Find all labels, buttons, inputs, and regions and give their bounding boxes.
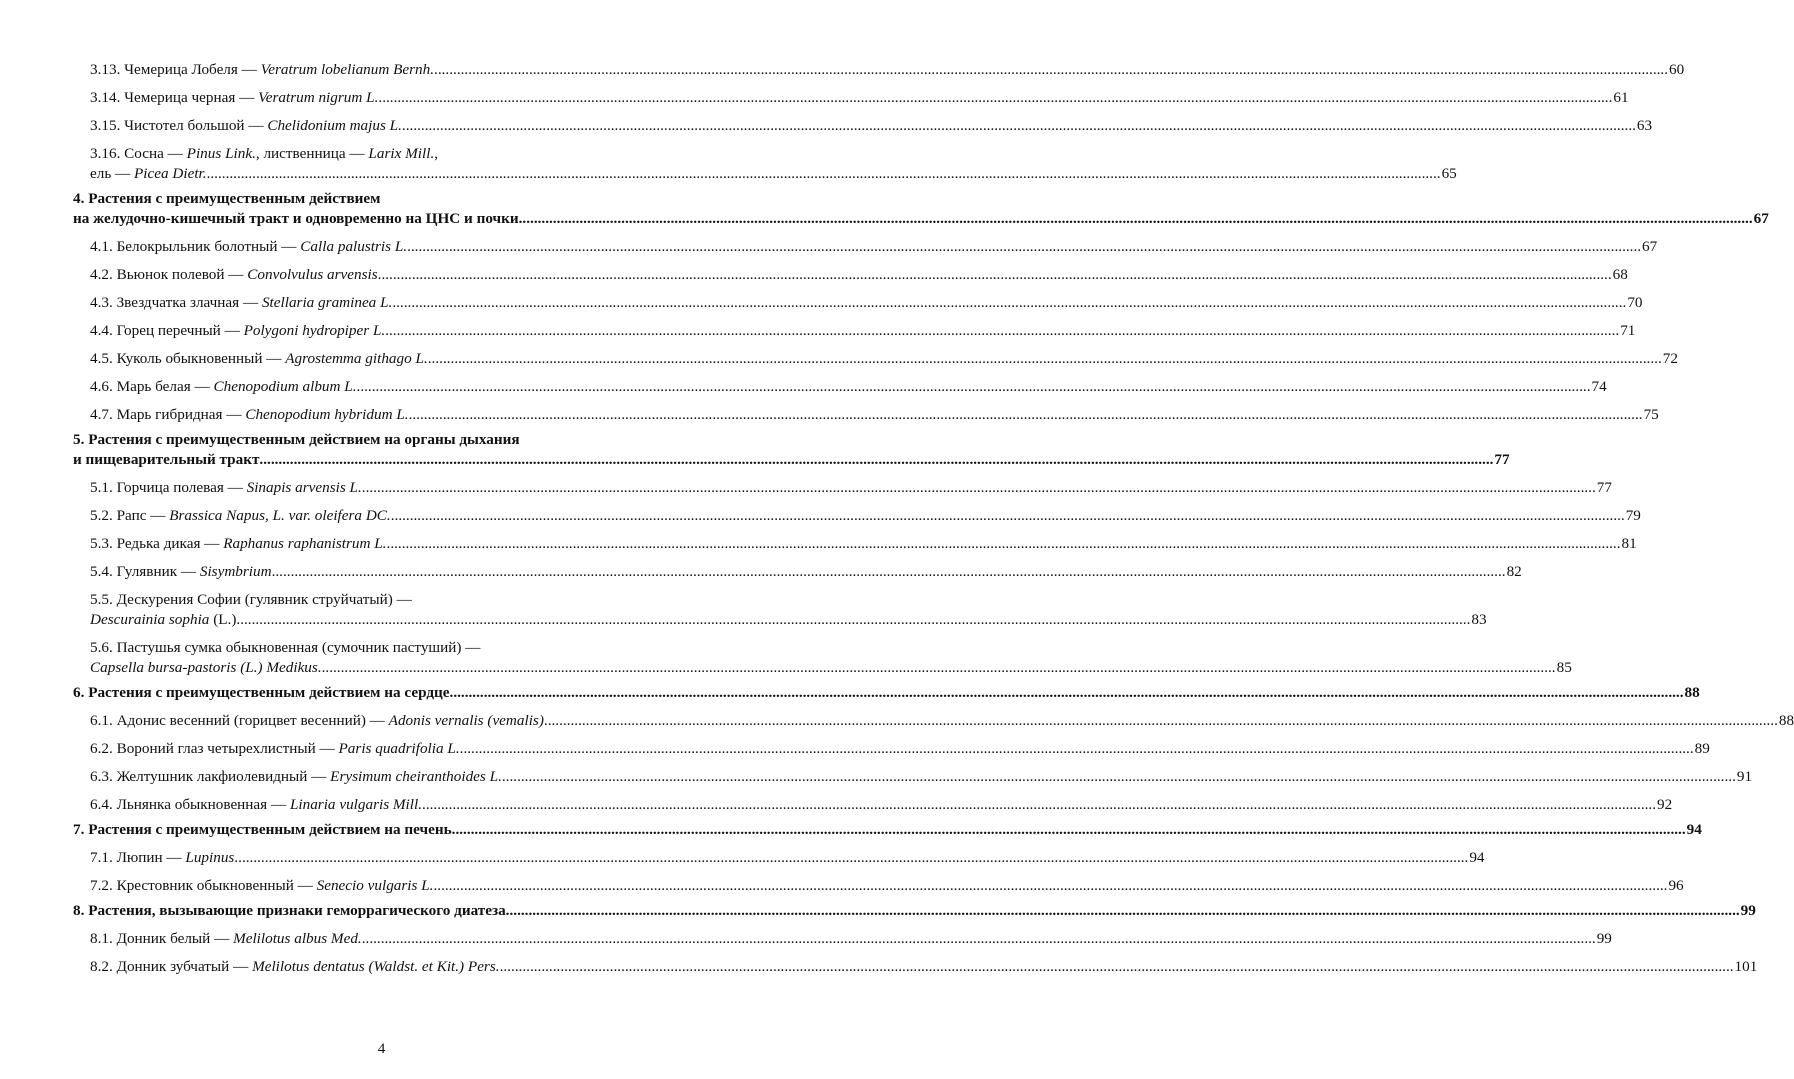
entry-latin-name: Adonis vernalis (vemalis) bbox=[388, 712, 544, 729]
toc-entry bbox=[73, 957, 1758, 977]
entry-latin-name: Chelidonium majus L. bbox=[267, 117, 402, 134]
entry-latin-name: Paris quadrifolia L. bbox=[338, 740, 460, 757]
entry-title: 4.1. Белокрыльник болотный — bbox=[90, 238, 301, 255]
entry-title: 4.4. Горец перечный — bbox=[90, 322, 244, 339]
dot-leader bbox=[272, 562, 1506, 582]
entry-title: 8.1. Донник белый — bbox=[90, 930, 234, 947]
toc-entry bbox=[73, 638, 1572, 678]
toc-entry bbox=[73, 739, 1710, 759]
dot-leader bbox=[385, 321, 1619, 341]
entry-latin-name: Polygoni hydropiper L. bbox=[243, 322, 386, 339]
toc-entry bbox=[73, 321, 1636, 341]
page-ref: 61 bbox=[1613, 89, 1629, 106]
entry-latin-name: Senecio vulgaris L. bbox=[316, 877, 434, 894]
entry-title: 3.15. Чистотел большой — bbox=[90, 117, 268, 134]
entry-title: и пищеварительный тракт bbox=[73, 451, 260, 468]
entry-latin-name: Sinapis arvensis L. bbox=[246, 479, 362, 496]
entry-title: 4.7. Марь гибридная — bbox=[90, 406, 246, 423]
entry-title: на желудочно-кишечный тракт и одновременно на ЦНС и почки bbox=[73, 210, 519, 227]
entry-latin-name: Stellaria graminea L. bbox=[261, 294, 393, 311]
dot-leader bbox=[407, 237, 1641, 257]
page-ref: 99 bbox=[1596, 930, 1612, 947]
entry-title: 6.1. Адонис весенний (горицвет весенний) — bbox=[90, 712, 389, 729]
entry-latin-name: Larix Mill. bbox=[368, 145, 435, 162]
entry-title: 6.4. Льнянка обыкновенная — bbox=[90, 796, 290, 813]
entry-latin-name: Veratrum nigrum L. bbox=[258, 89, 379, 106]
page-ref: 94 bbox=[1686, 821, 1702, 838]
page-ref: 63 bbox=[1636, 117, 1653, 134]
toc-entry bbox=[73, 116, 1653, 136]
page-ref: 99 bbox=[1740, 902, 1756, 919]
toc-entry bbox=[73, 795, 1673, 815]
dot-leader bbox=[452, 820, 1686, 840]
dot-leader bbox=[402, 116, 1636, 136]
toc-section-heading bbox=[73, 683, 1700, 703]
dot-leader bbox=[450, 683, 1684, 703]
dot-leader bbox=[236, 610, 1470, 630]
entry-latin-name: Capsella bursa-pastoris (L.) Medikus. bbox=[90, 659, 322, 676]
entry-title: , bbox=[434, 145, 439, 162]
dot-leader bbox=[207, 164, 1441, 184]
entry-latin-name: Melilotus albus Med. bbox=[233, 930, 362, 947]
dot-leader bbox=[362, 478, 1596, 498]
toc-entry bbox=[73, 506, 1641, 526]
page-ref: 67 bbox=[1642, 238, 1658, 255]
page-number: 4 bbox=[377, 1040, 386, 1057]
toc-entry bbox=[73, 88, 1629, 108]
toc-entry bbox=[73, 349, 1678, 369]
entry-latin-name: Calla palustris L. bbox=[300, 238, 408, 255]
page-ref: 89 bbox=[1694, 740, 1710, 757]
toc-entry bbox=[73, 767, 1753, 787]
dot-leader bbox=[378, 265, 1612, 285]
toc-entry bbox=[73, 237, 1658, 257]
entry-title: 8.2. Донник зубчатый — bbox=[90, 958, 253, 975]
dot-leader bbox=[502, 767, 1736, 787]
page-ref: 79 bbox=[1625, 507, 1641, 524]
entry-latin-name: Raphanus raphanistrum L. bbox=[223, 535, 387, 552]
page-ref: 68 bbox=[1612, 266, 1628, 283]
heading-title: 5. Растения с преимущественным действием на органы дыхания bbox=[73, 431, 520, 448]
dot-leader bbox=[362, 929, 1596, 949]
toc-entry bbox=[73, 60, 1685, 80]
dot-leader bbox=[506, 901, 1740, 921]
entry-title: 6.2. Вороний глаз четырехлистный — bbox=[90, 740, 339, 757]
page-ref: 82 bbox=[1506, 563, 1522, 580]
page-ref: 65 bbox=[1441, 165, 1457, 182]
page-ref: 75 bbox=[1643, 406, 1659, 423]
page-ref: 72 bbox=[1662, 350, 1678, 367]
page-ref: 67 bbox=[1753, 210, 1769, 227]
page-ref: 94 bbox=[1469, 849, 1485, 866]
toc-entry bbox=[73, 711, 1794, 731]
toc-entry bbox=[73, 562, 1522, 582]
entry-latin-name: Pinus Link. bbox=[186, 145, 256, 162]
dot-leader bbox=[387, 534, 1621, 554]
toc-entry bbox=[73, 876, 1684, 896]
table-of-contents bbox=[73, 52, 1794, 977]
entry-title: 3.16. Сосна — bbox=[90, 145, 187, 162]
page-ref: 77 bbox=[1596, 479, 1612, 496]
toc-section-heading bbox=[73, 430, 1510, 470]
entry-latin-name: Chenopodium hybridum L. bbox=[245, 406, 409, 423]
toc-entry bbox=[73, 534, 1637, 554]
dot-leader bbox=[378, 88, 1612, 108]
heading-title: 4. Растения с преимущественным действием bbox=[73, 190, 381, 207]
toc-entry bbox=[73, 377, 1607, 397]
entry-title: (L.) bbox=[209, 611, 237, 628]
page-ref: 74 bbox=[1591, 378, 1607, 395]
entry-title: , лиственница — bbox=[255, 145, 369, 162]
entry-latin-name: Chenopodium album L. bbox=[213, 378, 357, 395]
entry-latin-name: Linaria vulgaris Mill. bbox=[289, 796, 423, 813]
entry-title: 5.4. Гулявник — bbox=[90, 563, 200, 580]
page-ref: 71 bbox=[1620, 322, 1636, 339]
dot-leader bbox=[544, 711, 1778, 731]
entry-title: 4.2. Вьюнок полевой — bbox=[90, 266, 248, 283]
entry-title: 3.13. Чемерица Лобеля — bbox=[90, 61, 261, 78]
page-ref: 88 bbox=[1684, 684, 1700, 701]
page-ref: 60 bbox=[1669, 61, 1685, 78]
page-ref: 101 bbox=[1734, 958, 1758, 975]
page-ref: 85 bbox=[1556, 659, 1572, 676]
entry-title: 7. Растения с преимущественным действием на печень bbox=[73, 821, 452, 838]
page-ref: 92 bbox=[1657, 796, 1673, 813]
entry-latin-name: Brassica Napus, L. var. oleifera DC. bbox=[169, 507, 391, 524]
dot-leader bbox=[322, 658, 1556, 678]
entry-title: 4.6. Марь белая — bbox=[90, 378, 214, 395]
dot-leader bbox=[422, 795, 1656, 815]
dot-leader bbox=[433, 876, 1667, 896]
toc-entry bbox=[73, 478, 1612, 498]
entry-title: 5.1. Горчица полевая — bbox=[90, 479, 247, 496]
dot-leader bbox=[409, 405, 1643, 425]
entry-title: 7.2. Крестовник обыкновенный — bbox=[90, 877, 317, 894]
page-ref: 77 bbox=[1494, 451, 1510, 468]
dot-leader bbox=[391, 506, 1625, 526]
toc-entry bbox=[73, 293, 1643, 313]
entry-latin-name: Veratrum lobelianum Bernh. bbox=[260, 61, 435, 78]
entry-title: 4.5. Куколь обыкновенный — bbox=[90, 350, 286, 367]
toc-section-heading bbox=[73, 901, 1756, 921]
entry-latin-name: Sisymbrium bbox=[199, 563, 272, 580]
entry-title: 3.14. Чемерица черная — bbox=[90, 89, 259, 106]
entry-latin-name: Lupinus bbox=[185, 849, 235, 866]
entry-title: 7.1. Люпин — bbox=[90, 849, 186, 866]
page-ref: 96 bbox=[1668, 877, 1684, 894]
entry-title: 4.3. Звездчатка злачная — bbox=[90, 294, 262, 311]
entry-title: 5.3. Редька дикая — bbox=[90, 535, 224, 552]
entry-latin-name: Melilotus dentatus (Waldst. et Kit.) Pers. bbox=[252, 958, 500, 975]
toc-entry bbox=[73, 265, 1628, 285]
page-ref: 91 bbox=[1736, 768, 1753, 785]
toc-entry bbox=[73, 848, 1485, 868]
entry-title: 8. Растения, вызывающие признаки геморрагического диатеза bbox=[73, 902, 506, 919]
entry-title: 5.2. Рапс — bbox=[90, 507, 170, 524]
dot-leader bbox=[519, 209, 1753, 229]
toc-section-heading bbox=[73, 189, 1769, 229]
toc-section-heading bbox=[73, 820, 1702, 840]
entry-title: 6. Растения с преимущественным действием на сердце bbox=[73, 684, 450, 701]
dot-leader bbox=[357, 377, 1591, 397]
dot-leader bbox=[234, 848, 1468, 868]
page-ref: 88 bbox=[1778, 712, 1794, 729]
dot-leader bbox=[500, 957, 1734, 977]
page-ref: 81 bbox=[1621, 535, 1637, 552]
dot-leader bbox=[392, 293, 1626, 313]
toc-entry bbox=[73, 929, 1612, 949]
page-ref: 70 bbox=[1627, 294, 1643, 311]
entry-title: ель — bbox=[90, 165, 135, 182]
entry-latin-name: Erysimum cheiranthoides L. bbox=[330, 768, 502, 785]
dot-leader bbox=[460, 739, 1694, 759]
entry-latin-name: Agrostemma githago L. bbox=[285, 350, 428, 367]
dot-leader bbox=[428, 349, 1662, 369]
toc-entry bbox=[73, 405, 1659, 425]
page-ref: 83 bbox=[1471, 611, 1487, 628]
entry-latin-name: Descurainia sophia bbox=[90, 611, 210, 628]
dot-leader bbox=[259, 450, 1493, 470]
toc-entry bbox=[73, 590, 1487, 630]
entry-latin-name: Picea Dietr. bbox=[134, 165, 207, 182]
entry-latin-name: Convolvulus arvensis bbox=[247, 266, 378, 283]
entry-title: 5.6. Пастушья сумка обыкновенная (сумочник пастуший) — bbox=[90, 639, 481, 656]
dot-leader bbox=[434, 60, 1668, 80]
toc-entry bbox=[73, 144, 1457, 184]
entry-title: 5.5. Дескурения Софии (гулявник струйчатый) — bbox=[90, 591, 412, 608]
entry-title: 6.3. Желтушник лакфиолевидный — bbox=[90, 768, 331, 785]
